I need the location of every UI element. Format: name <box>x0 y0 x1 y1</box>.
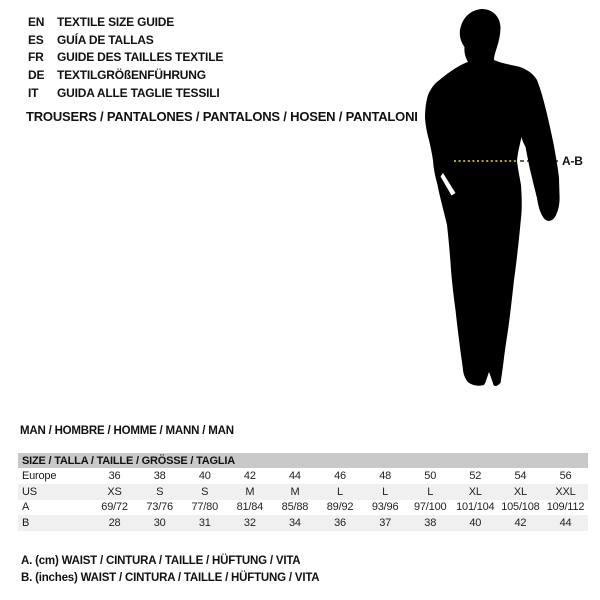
language-row-fr <box>28 48 223 66</box>
section-title-man: MAN / HOMBRE / HOMME / MANN / MAN <box>20 425 234 437</box>
man-silhouette-figure <box>398 6 598 396</box>
size-cell: 36 <box>108 469 121 482</box>
row-label: A <box>22 501 30 514</box>
size-cell: 109/112 <box>546 501 585 514</box>
size-cell: 40 <box>469 517 482 530</box>
size-cell: 81/84 <box>236 501 264 514</box>
size-cell: 89/92 <box>326 501 354 514</box>
size-table <box>18 453 588 531</box>
language-row-de <box>28 66 223 84</box>
size-cell: 32 <box>243 517 256 530</box>
size-cell: 30 <box>153 517 166 530</box>
language-code: IT <box>28 85 39 100</box>
size-cell: 105/108 <box>501 501 540 514</box>
size-cell: S <box>201 485 209 498</box>
language-code: DE <box>28 67 45 82</box>
size-cell: 77/80 <box>191 501 218 514</box>
measurement-notes <box>21 552 319 586</box>
language-code: FR <box>28 50 44 65</box>
size-cell: L <box>427 485 434 498</box>
size-cell: 50 <box>424 469 437 482</box>
note-a-cm: A. (cm) WAIST / CINTURA / TAILLE / HÜFTUNG / VITA <box>21 554 301 567</box>
size-cell: 42 <box>243 469 256 482</box>
size-cell: 40 <box>198 469 211 482</box>
size-cell: 52 <box>469 469 482 482</box>
silhouette-body <box>425 9 560 386</box>
size-cell: L <box>382 485 389 498</box>
row-label: Europe <box>22 469 57 482</box>
size-cell: 54 <box>514 469 527 482</box>
measure-label-ab: A-B <box>562 154 583 168</box>
language-label: GUIDA ALLE TAGLIE TESSILI <box>57 85 220 100</box>
size-table-header-bar <box>18 453 588 468</box>
language-row-es <box>28 31 223 49</box>
size-row-b-inches <box>18 515 588 531</box>
language-row-it <box>28 84 223 102</box>
size-cell: 48 <box>379 469 392 482</box>
row-label: US <box>22 485 37 498</box>
size-cell: 73/76 <box>146 501 173 514</box>
language-code: ES <box>28 32 44 47</box>
language-row-en <box>28 13 223 31</box>
size-cell: 44 <box>559 517 572 530</box>
language-code: EN <box>28 14 45 29</box>
note-b-inches: B. (inches) WAIST / CINTURA / TAILLE / HÜFTUNG / VITA <box>21 571 320 584</box>
language-label: TEXTILGRÖßENFÜHRUNG <box>57 67 206 82</box>
size-cell: 69/72 <box>101 501 128 514</box>
language-label: GUÍA DE TALLAS <box>57 32 154 47</box>
language-label: GUIDE DES TAILLES TEXTILE <box>57 50 224 65</box>
size-cell: 97/100 <box>413 501 447 514</box>
size-cell: 46 <box>334 469 346 482</box>
size-cell: 85/88 <box>281 501 309 514</box>
size-cell: 44 <box>289 469 301 482</box>
size-cell: 36 <box>334 517 346 530</box>
size-row-a-cm <box>18 500 588 516</box>
language-label: TEXTILE SIZE GUIDE <box>57 14 175 29</box>
size-cell: XXL <box>555 485 576 498</box>
size-cell: 38 <box>424 517 437 530</box>
category-title: TROUSERS / PANTALONES / PANTALONS / HOSEN / PANTALONI <box>26 109 418 124</box>
size-table-header-label: SIZE / TALLA / TAILLE / GRÖSSE / TAGLIA <box>22 454 236 467</box>
size-cell: 37 <box>379 517 392 530</box>
size-cell: XL <box>468 485 482 498</box>
size-row-europe <box>18 468 588 484</box>
size-cell: 101/104 <box>456 501 495 514</box>
size-cell: XL <box>513 485 527 498</box>
size-row-us <box>18 484 588 500</box>
size-cell: M <box>245 485 255 498</box>
size-cell: 56 <box>559 469 572 482</box>
size-cell: XS <box>107 485 122 498</box>
size-cell: 38 <box>153 469 166 482</box>
size-cell: 34 <box>289 517 301 530</box>
size-cell: 28 <box>108 517 121 530</box>
size-cell: 93/96 <box>371 501 399 514</box>
size-cell: S <box>156 485 164 498</box>
row-label: B <box>22 517 30 530</box>
size-cell: 31 <box>198 517 211 530</box>
size-cell: M <box>290 485 300 498</box>
language-legend <box>28 13 223 101</box>
size-cell: L <box>337 485 343 498</box>
size-cell: 42 <box>514 517 527 530</box>
